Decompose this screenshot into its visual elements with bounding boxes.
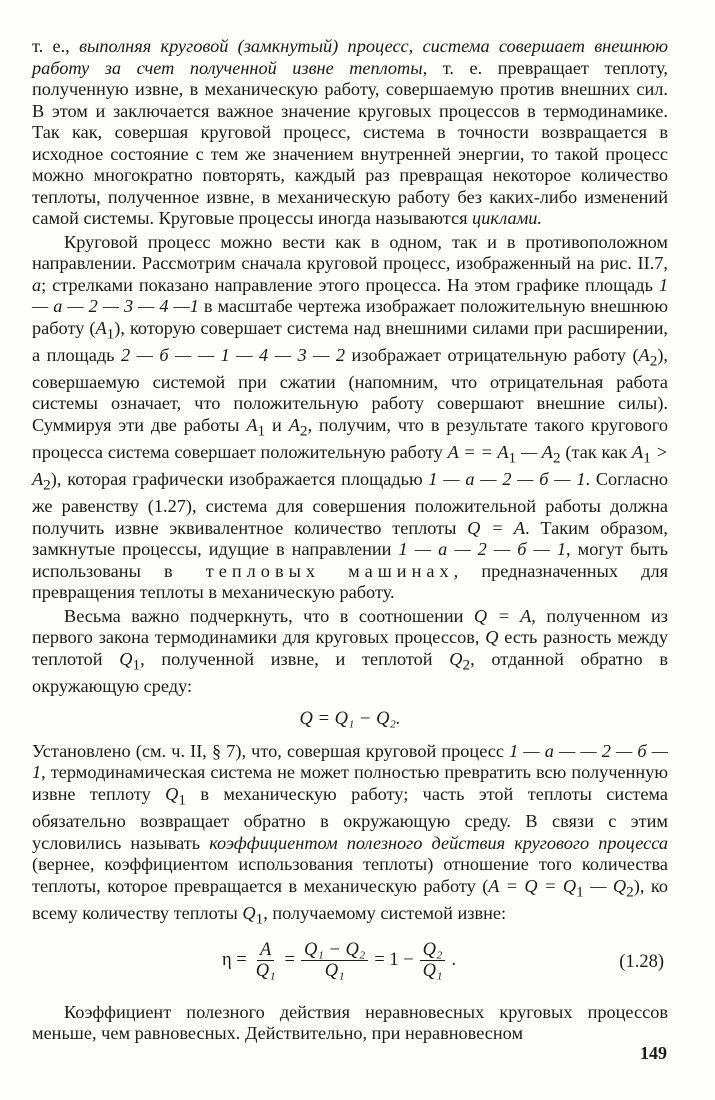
page-body <box>32 36 668 1045</box>
fraction-difference-over-q1: $\frac{\text{Q₁ − Q₂}}{\text{Q₁}}$ <box>301 940 368 981</box>
eta-symbol: η = <box>222 949 247 970</box>
fraction-a-over-q1: $\frac{A}{\text{Q₁}}$ <box>255 939 276 981</box>
paragraph-2: Круговой процесс можно вести как в одном, так и в противоположном направлении. Рассмотрим сначала круговой процесс, изображенный на рис. II.7, а; стрелками показано направление этого процесса. На этом графике площадь 1 — а — 2 — 3 — 4 —1 в масштабе чертежа изображает положительную внешнюю работу $(A_1)$, которую совершает система над внешними силами при расширении, а площадь 2 — б — — 1 — 4 — 3 — 2 изображает отрицательную работу $(A_2)$, совершаемую системой при сжатии (напомним, что отрицательная работа системы означает, что положительную работу совершают внешние силы). Суммируя эти две работы $A_1$ и $A_2$, получим, что в результате такого кругового процесса система совершает положительную работу A = = $A_1$ — $A_2$ (так как $A_1 > A_2$), которая графически изображается площадью 1 — а — 2 — б — 1. Согласно же равенству (1.27), система для совершения положительной работы должна получить извне эквивалентное количество теплоты Q = A. Таким образом, замкнутые процессы, идущие в направлении 1 — а — 2 — б — 1, могут быть использованы в тепловых машинах, предназначенных для превращения теплоты в механическую работу. <box>32 231 669 603</box>
equation-body: η = $\frac{A}{\text{Q₁}}$ = $\frac{\text{Q₁ − Q₂}}{\text{Q₁}}$ = 1 − $\frac{\text{Q₂}}{\text{Q₁}}$ . <box>222 939 457 981</box>
equation-efficiency <box>32 934 668 996</box>
page-number: 149 <box>640 1043 667 1063</box>
formula-q-difference: Q = Q₁ − Q₂. <box>299 709 401 730</box>
paragraph-3: Весьма важно подчеркнуть, что в соотношении Q = A, полученном из первого закона термодинамики для круговых процессов, Q есть разность между теплотой $Q_1$, полученной извне, и теплотой $Q_2$, отданной обратно в окружающую среду: <box>32 605 668 696</box>
paragraph-1: т. е., выполняя круговой (замкнутый) процесс, система совершает внешнюю работу за счет полученной извне теплоты, т. е. превращает теплоту, полученную извне, в механическую работу, совершаемую против внешних сил. В этом и заключается важное значение круговых процессов в термодинамике. Так как, совершая круговой процесс, система в точности возвращается в исходное состояние с тем же значением внутренней энергии, то такой процесс можно многократно повторять, каждый раз превращая некоторое количество теплоты, полученное извне, в механическую работу без каких-либо изменений самой системы. Круговые процессы иногда называются циклами. <box>32 36 669 228</box>
fraction-q2-over-q1: $\frac{\text{Q₂}}{\text{Q₁}}$ <box>420 940 446 981</box>
equation-number: (1.28) <box>619 951 664 972</box>
paragraph-5: Коэффициент полезного действия неравновесных круговых процессов меньше, чем равновесных. Действительно, при неравновесном <box>32 1001 668 1044</box>
paragraph-4: Установлено (см. ч. II, § 7), что, совершая круговой процесс 1 — а — — 2 — б — 1, термодинамическая система не может полностью превратить всю полученную извне теплоту $Q_1$ в механическую работу; часть этой теплоты система обязательно возвращает обратно в окружающую среду. В связи с этим условились называть коэффициентом полезного действия кругового процесса (вернее, коэффициентом использования теплоты) отношение того количества теплоты, которое превращается в механическую работу ($A = Q = Q_1$ — $Q_2$), ко всему количеству теплоты $Q_1$, получаемому системой извне: <box>32 740 668 928</box>
